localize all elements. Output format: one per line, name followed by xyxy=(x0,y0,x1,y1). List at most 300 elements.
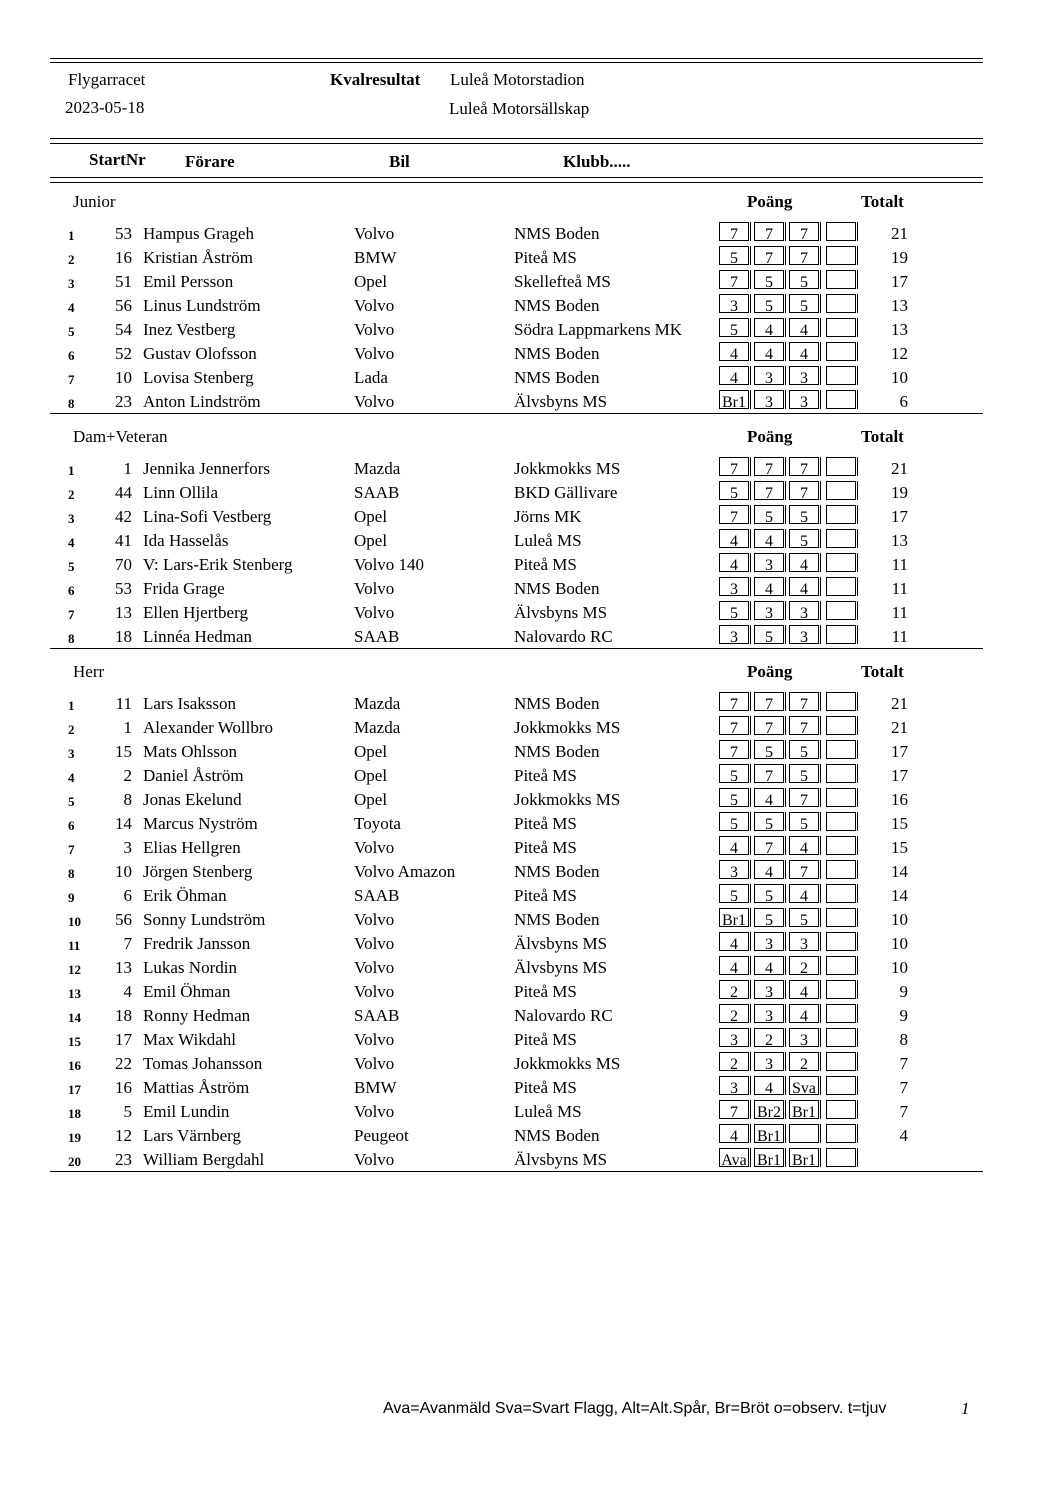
heat-score-box: 4 xyxy=(754,318,784,337)
driver-name: Lars Värnberg xyxy=(143,1126,242,1145)
driver-name: Marcus Nyström xyxy=(143,814,258,833)
start-number: 16 xyxy=(115,1078,132,1097)
position: 16 xyxy=(68,1058,81,1073)
position: 3 xyxy=(68,511,75,526)
table-row xyxy=(0,1100,1058,1124)
position: 8 xyxy=(68,866,75,881)
total-header: Totalt xyxy=(861,427,904,446)
table-row xyxy=(0,908,1058,932)
total-score: 14 xyxy=(891,862,908,881)
start-number: 10 xyxy=(115,862,132,881)
total-score: 11 xyxy=(891,579,908,598)
col-driver: Förare xyxy=(185,152,235,171)
position: 2 xyxy=(68,252,75,267)
position: 17 xyxy=(68,1082,81,1097)
table-row xyxy=(0,529,1058,553)
heat-score-box: 5 xyxy=(789,270,819,289)
table-row xyxy=(0,956,1058,980)
table-row xyxy=(0,390,1058,414)
club-name: Piteå MS xyxy=(514,982,577,1001)
start-number: 17 xyxy=(115,1030,132,1049)
heat-score-box xyxy=(826,908,856,927)
club-name: Jokkmokks MS xyxy=(514,1054,621,1073)
heat-score-box: 7 xyxy=(789,481,819,500)
table-row xyxy=(0,457,1058,481)
position: 1 xyxy=(68,698,75,713)
heat-score-box: 3 xyxy=(789,625,819,644)
position: 11 xyxy=(68,938,81,953)
driver-name: Emil Persson xyxy=(143,272,234,291)
header-rule-2 xyxy=(50,143,983,144)
car-model: Volvo xyxy=(354,603,395,622)
top-rule-2 xyxy=(50,62,983,63)
driver-name: Fredrik Jansson xyxy=(143,934,251,953)
heat-score-box: 4 xyxy=(754,860,784,879)
table-row xyxy=(0,625,1058,649)
total-score: 13 xyxy=(891,531,908,550)
driver-name: Elias Hellgren xyxy=(143,838,241,857)
driver-name: Ellen Hjertberg xyxy=(143,603,248,622)
heat-score-box: 4 xyxy=(754,342,784,361)
club-name: NMS Boden xyxy=(514,296,600,315)
club-name: NMS Boden xyxy=(514,862,600,881)
heat-score-box: 5 xyxy=(789,812,819,831)
heat-score-box: Br1 xyxy=(754,1124,784,1143)
driver-name: Alexander Wollbro xyxy=(143,718,274,737)
car-model: Volvo xyxy=(354,934,395,953)
total-score: 13 xyxy=(891,296,908,315)
driver-name: Frida Grage xyxy=(143,579,225,598)
heat-score-box: 5 xyxy=(789,908,819,927)
heat-score-box: 2 xyxy=(719,1004,749,1023)
total-score: 14 xyxy=(891,886,908,905)
heat-score-box: 7 xyxy=(789,246,819,265)
section-divider xyxy=(50,1171,983,1172)
total-score: 21 xyxy=(891,224,908,243)
venue: Luleå Motorstadion xyxy=(450,70,585,89)
start-number: 56 xyxy=(115,296,132,315)
heat-score-box: 7 xyxy=(754,836,784,855)
start-number: 16 xyxy=(115,248,132,267)
heat-score-box: 5 xyxy=(789,294,819,313)
position: 4 xyxy=(68,300,75,315)
position: 6 xyxy=(68,583,75,598)
total-score: 11 xyxy=(891,555,908,574)
driver-name: Tomas Johansson xyxy=(143,1054,263,1073)
heat-score-box: 5 xyxy=(754,294,784,313)
total-score: 21 xyxy=(891,459,908,478)
total-score: 7 xyxy=(899,1054,908,1073)
colhead-rule-1 xyxy=(50,177,983,178)
heat-score-box xyxy=(826,529,856,548)
footer-legend: Ava=Avanmäld Sva=Svart Flagg, Alt=Alt.Spår, Br=Bröt o=observ. t=tjuv xyxy=(383,1400,887,1417)
club-name: Älvsbyns MS xyxy=(514,603,608,622)
total-score: 12 xyxy=(891,344,908,363)
heat-score-box: 5 xyxy=(789,529,819,548)
heat-score-box xyxy=(826,318,856,337)
heat-score-box: 4 xyxy=(789,553,819,572)
car-model: Opel xyxy=(354,507,388,526)
car-model: Volvo xyxy=(354,838,395,857)
position: 5 xyxy=(68,324,75,339)
heat-score-box: Ava xyxy=(719,1148,749,1167)
heat-score-box: 4 xyxy=(719,1124,749,1143)
heat-score-box: 4 xyxy=(754,956,784,975)
position: 12 xyxy=(68,962,81,977)
heat-score-box xyxy=(826,222,856,241)
table-row xyxy=(0,318,1058,342)
heat-score-box xyxy=(826,692,856,711)
car-model: Volvo Amazon xyxy=(354,862,456,881)
position: 1 xyxy=(68,463,75,478)
section-divider xyxy=(50,648,983,649)
table-row xyxy=(0,366,1058,390)
club-name: Nalovardo RC xyxy=(514,627,613,646)
position: 7 xyxy=(68,372,75,387)
position: 14 xyxy=(68,1010,81,1025)
heat-score-box: 5 xyxy=(754,812,784,831)
position: 8 xyxy=(68,631,75,646)
total-score: 15 xyxy=(891,838,908,857)
club-name: Piteå MS xyxy=(514,814,577,833)
heat-score-box: 4 xyxy=(789,318,819,337)
heat-score-box: 4 xyxy=(754,1076,784,1095)
club-name: Luleå MS xyxy=(514,531,582,550)
car-model: Volvo xyxy=(354,1102,395,1121)
car-model: Volvo xyxy=(354,320,395,339)
heat-score-box: 7 xyxy=(789,860,819,879)
heat-score-box: 5 xyxy=(754,625,784,644)
position: 1 xyxy=(68,228,75,243)
table-row xyxy=(0,1004,1058,1028)
heat-score-box: Br2 xyxy=(754,1100,784,1119)
heat-score-box xyxy=(826,625,856,644)
driver-name: Erik Öhman xyxy=(143,886,227,905)
table-row xyxy=(0,553,1058,577)
heat-score-box xyxy=(826,246,856,265)
table-row xyxy=(0,222,1058,246)
club-name: NMS Boden xyxy=(514,910,600,929)
page-number: 1 xyxy=(961,1399,970,1418)
heat-score-box xyxy=(826,1124,856,1143)
start-number: 12 xyxy=(115,1126,132,1145)
table-row xyxy=(0,294,1058,318)
car-model: SAAB xyxy=(354,1006,400,1025)
table-row xyxy=(0,505,1058,529)
heat-score-box: 4 xyxy=(789,1004,819,1023)
col-startnr: StartNr xyxy=(89,150,146,169)
total-score: 7 xyxy=(899,1078,908,1097)
total-score: 17 xyxy=(891,272,908,291)
start-number: 18 xyxy=(115,1006,132,1025)
heat-score-box: 3 xyxy=(754,1004,784,1023)
heat-score-box: 5 xyxy=(789,740,819,759)
car-model: Opel xyxy=(354,742,388,761)
start-number: 15 xyxy=(115,742,132,761)
heat-score-box: 3 xyxy=(719,1028,749,1047)
driver-name: Lina-Sofi Vestberg xyxy=(143,507,272,526)
start-number: 10 xyxy=(115,368,132,387)
table-row xyxy=(0,740,1058,764)
total-score: 9 xyxy=(899,1006,908,1025)
car-model: Volvo xyxy=(354,1030,395,1049)
start-number: 53 xyxy=(115,579,132,598)
start-number: 13 xyxy=(115,958,132,977)
start-number: 44 xyxy=(115,483,132,502)
heat-score-box: 5 xyxy=(719,788,749,807)
heat-score-box xyxy=(826,577,856,596)
heat-score-box: 7 xyxy=(754,457,784,476)
club-name: NMS Boden xyxy=(514,579,600,598)
heat-score-box xyxy=(826,553,856,572)
heat-score-box: 4 xyxy=(789,342,819,361)
heat-score-box: 3 xyxy=(789,366,819,385)
heat-score-box: 4 xyxy=(754,788,784,807)
start-number: 56 xyxy=(115,910,132,929)
heat-score-box: 5 xyxy=(719,601,749,620)
car-model: Mazda xyxy=(354,718,401,737)
heat-score-box: 3 xyxy=(754,553,784,572)
heat-score-box: 4 xyxy=(719,932,749,951)
start-number: 6 xyxy=(123,886,132,905)
heat-score-box: Br1 xyxy=(754,1148,784,1167)
heat-score-box: 3 xyxy=(789,601,819,620)
table-row xyxy=(0,481,1058,505)
driver-name: Emil Lundin xyxy=(143,1102,230,1121)
heat-score-box: 7 xyxy=(719,740,749,759)
start-number: 54 xyxy=(115,320,132,339)
club-name: Jörns MK xyxy=(514,507,582,526)
table-row xyxy=(0,1148,1058,1172)
car-model: SAAB xyxy=(354,483,400,502)
car-model: Volvo xyxy=(354,344,395,363)
start-number: 8 xyxy=(123,790,132,809)
heat-score-box: Br1 xyxy=(789,1148,819,1167)
club-name: NMS Boden xyxy=(514,368,600,387)
table-row xyxy=(0,836,1058,860)
total-score: 21 xyxy=(891,718,908,737)
club-name: Jokkmokks MS xyxy=(514,718,621,737)
car-model: Volvo xyxy=(354,224,395,243)
total-score: 10 xyxy=(891,368,908,387)
driver-name: Mattias Åström xyxy=(143,1078,250,1097)
position: 13 xyxy=(68,986,81,1001)
heat-score-box: 5 xyxy=(719,764,749,783)
table-row xyxy=(0,1028,1058,1052)
heat-score-box xyxy=(826,980,856,999)
heat-score-box: 7 xyxy=(789,788,819,807)
heat-score-box: 2 xyxy=(789,956,819,975)
car-model: Opel xyxy=(354,531,388,550)
table-row xyxy=(0,692,1058,716)
heat-score-box: 4 xyxy=(789,836,819,855)
driver-name: Ida Hasselås xyxy=(143,531,229,550)
total-score: 15 xyxy=(891,814,908,833)
club-name: Älvsbyns MS xyxy=(514,1150,608,1169)
heat-score-box xyxy=(789,1124,819,1143)
heat-score-box: 3 xyxy=(754,390,784,409)
heat-score-box xyxy=(826,1100,856,1119)
heat-score-box xyxy=(826,1052,856,1071)
heat-score-box xyxy=(826,956,856,975)
heat-score-box: Br1 xyxy=(719,908,749,927)
position: 8 xyxy=(68,396,75,411)
table-row xyxy=(0,812,1058,836)
heat-score-box: 4 xyxy=(789,980,819,999)
club-name: Jokkmokks MS xyxy=(514,790,621,809)
total-score: 17 xyxy=(891,507,908,526)
position: 2 xyxy=(68,722,75,737)
score-header: Poäng xyxy=(747,662,793,681)
driver-name: Gustav Olofsson xyxy=(143,344,257,363)
heat-score-box xyxy=(826,601,856,620)
car-model: Volvo xyxy=(354,392,395,411)
car-model: Mazda xyxy=(354,459,401,478)
score-header: Poäng xyxy=(747,192,793,211)
driver-name: Hampus Grageh xyxy=(143,224,254,243)
start-number: 51 xyxy=(115,272,132,291)
heat-score-box: 3 xyxy=(789,932,819,951)
total-score: 10 xyxy=(891,934,908,953)
heat-score-box: 7 xyxy=(719,1100,749,1119)
total-score: 13 xyxy=(891,320,908,339)
driver-name: V: Lars-Erik Stenberg xyxy=(143,555,293,574)
total-score: 9 xyxy=(899,982,908,1001)
heat-score-box: 7 xyxy=(719,457,749,476)
driver-name: Linnéa Hedman xyxy=(143,627,253,646)
table-row xyxy=(0,342,1058,366)
heat-score-box: 5 xyxy=(754,908,784,927)
driver-name: Linn Ollila xyxy=(143,483,219,502)
start-number: 1 xyxy=(123,459,132,478)
position: 6 xyxy=(68,348,75,363)
heat-score-box: 3 xyxy=(754,1052,784,1071)
heat-score-box: 3 xyxy=(789,390,819,409)
driver-name: Max Wikdahl xyxy=(143,1030,236,1049)
heat-score-box: 4 xyxy=(754,529,784,548)
table-row xyxy=(0,1124,1058,1148)
heat-score-box: 4 xyxy=(719,342,749,361)
heat-score-box: 7 xyxy=(789,716,819,735)
position: 5 xyxy=(68,559,75,574)
start-number: 3 xyxy=(123,838,132,857)
driver-name: Lukas Nordin xyxy=(143,958,237,977)
start-number: 11 xyxy=(115,694,132,713)
heat-score-box: 4 xyxy=(789,577,819,596)
heat-score-box xyxy=(826,390,856,409)
heat-score-box xyxy=(826,884,856,903)
position: 4 xyxy=(68,535,75,550)
car-model: Mazda xyxy=(354,694,401,713)
heat-score-box: 4 xyxy=(719,553,749,572)
heat-score-box xyxy=(826,932,856,951)
heat-score-box xyxy=(826,812,856,831)
driver-name: Linus Lundström xyxy=(143,296,261,315)
event-date: 2023-05-18 xyxy=(65,98,145,117)
car-model: Toyota xyxy=(354,814,401,833)
driver-name: Sonny Lundström xyxy=(143,910,266,929)
heat-score-box: 7 xyxy=(754,716,784,735)
position: 3 xyxy=(68,746,75,761)
heat-score-box xyxy=(826,342,856,361)
club-name: Nalovardo RC xyxy=(514,1006,613,1025)
driver-name: William Bergdahl xyxy=(143,1150,265,1169)
heat-score-box xyxy=(826,788,856,807)
heat-score-box: 5 xyxy=(754,270,784,289)
heat-score-box xyxy=(826,366,856,385)
section-divider xyxy=(50,413,983,414)
club-name: Älvsbyns MS xyxy=(514,934,608,953)
start-number: 42 xyxy=(115,507,132,526)
driver-name: Lovisa Stenberg xyxy=(143,368,254,387)
table-row xyxy=(0,246,1058,270)
heat-score-box: 5 xyxy=(719,481,749,500)
heat-score-box: 3 xyxy=(719,625,749,644)
heat-score-box xyxy=(826,1028,856,1047)
heat-score-box xyxy=(826,716,856,735)
heat-score-box xyxy=(826,457,856,476)
club-name: Piteå MS xyxy=(514,1030,577,1049)
position: 2 xyxy=(68,487,75,502)
total-score: 21 xyxy=(891,694,908,713)
start-number: 52 xyxy=(115,344,132,363)
position: 19 xyxy=(68,1130,81,1145)
club-name: Skellefteå MS xyxy=(514,272,611,291)
car-model: Opel xyxy=(354,272,388,291)
heat-score-box: 7 xyxy=(789,692,819,711)
table-row xyxy=(0,716,1058,740)
driver-name: Jonas Ekelund xyxy=(143,790,242,809)
col-car: Bil xyxy=(389,152,410,171)
heat-score-box: 2 xyxy=(789,1052,819,1071)
total-score: 4 xyxy=(899,1126,908,1145)
heat-score-box xyxy=(826,764,856,783)
start-number: 14 xyxy=(115,814,132,833)
heat-score-box: 3 xyxy=(754,366,784,385)
start-number: 7 xyxy=(123,934,132,953)
start-number: 18 xyxy=(115,627,132,646)
heat-score-box: 4 xyxy=(754,577,784,596)
position: 7 xyxy=(68,607,75,622)
table-row xyxy=(0,980,1058,1004)
table-row xyxy=(0,1052,1058,1076)
club-name: Luleå MS xyxy=(514,1102,582,1121)
position: 15 xyxy=(68,1034,81,1049)
heat-score-box: 5 xyxy=(719,246,749,265)
position: 6 xyxy=(68,818,75,833)
heat-score-box: 7 xyxy=(789,222,819,241)
total-score: 19 xyxy=(891,483,908,502)
car-model: BMW xyxy=(354,1078,397,1097)
start-number: 70 xyxy=(115,555,132,574)
driver-name: Jennika Jennerfors xyxy=(143,459,270,478)
heat-score-box: 5 xyxy=(754,505,784,524)
total-score: 17 xyxy=(891,742,908,761)
header-rule-1 xyxy=(50,138,983,139)
total-score: 10 xyxy=(891,958,908,977)
heat-score-box: 4 xyxy=(719,529,749,548)
car-model: Opel xyxy=(354,790,388,809)
start-number: 53 xyxy=(115,224,132,243)
heat-score-box xyxy=(826,860,856,879)
start-number: 2 xyxy=(123,766,132,785)
heat-score-box: 3 xyxy=(754,932,784,951)
heat-score-box: 7 xyxy=(754,222,784,241)
car-model: Volvo xyxy=(354,1150,395,1169)
start-number: 13 xyxy=(115,603,132,622)
heat-score-box xyxy=(826,1148,856,1167)
car-model: Volvo xyxy=(354,296,395,315)
